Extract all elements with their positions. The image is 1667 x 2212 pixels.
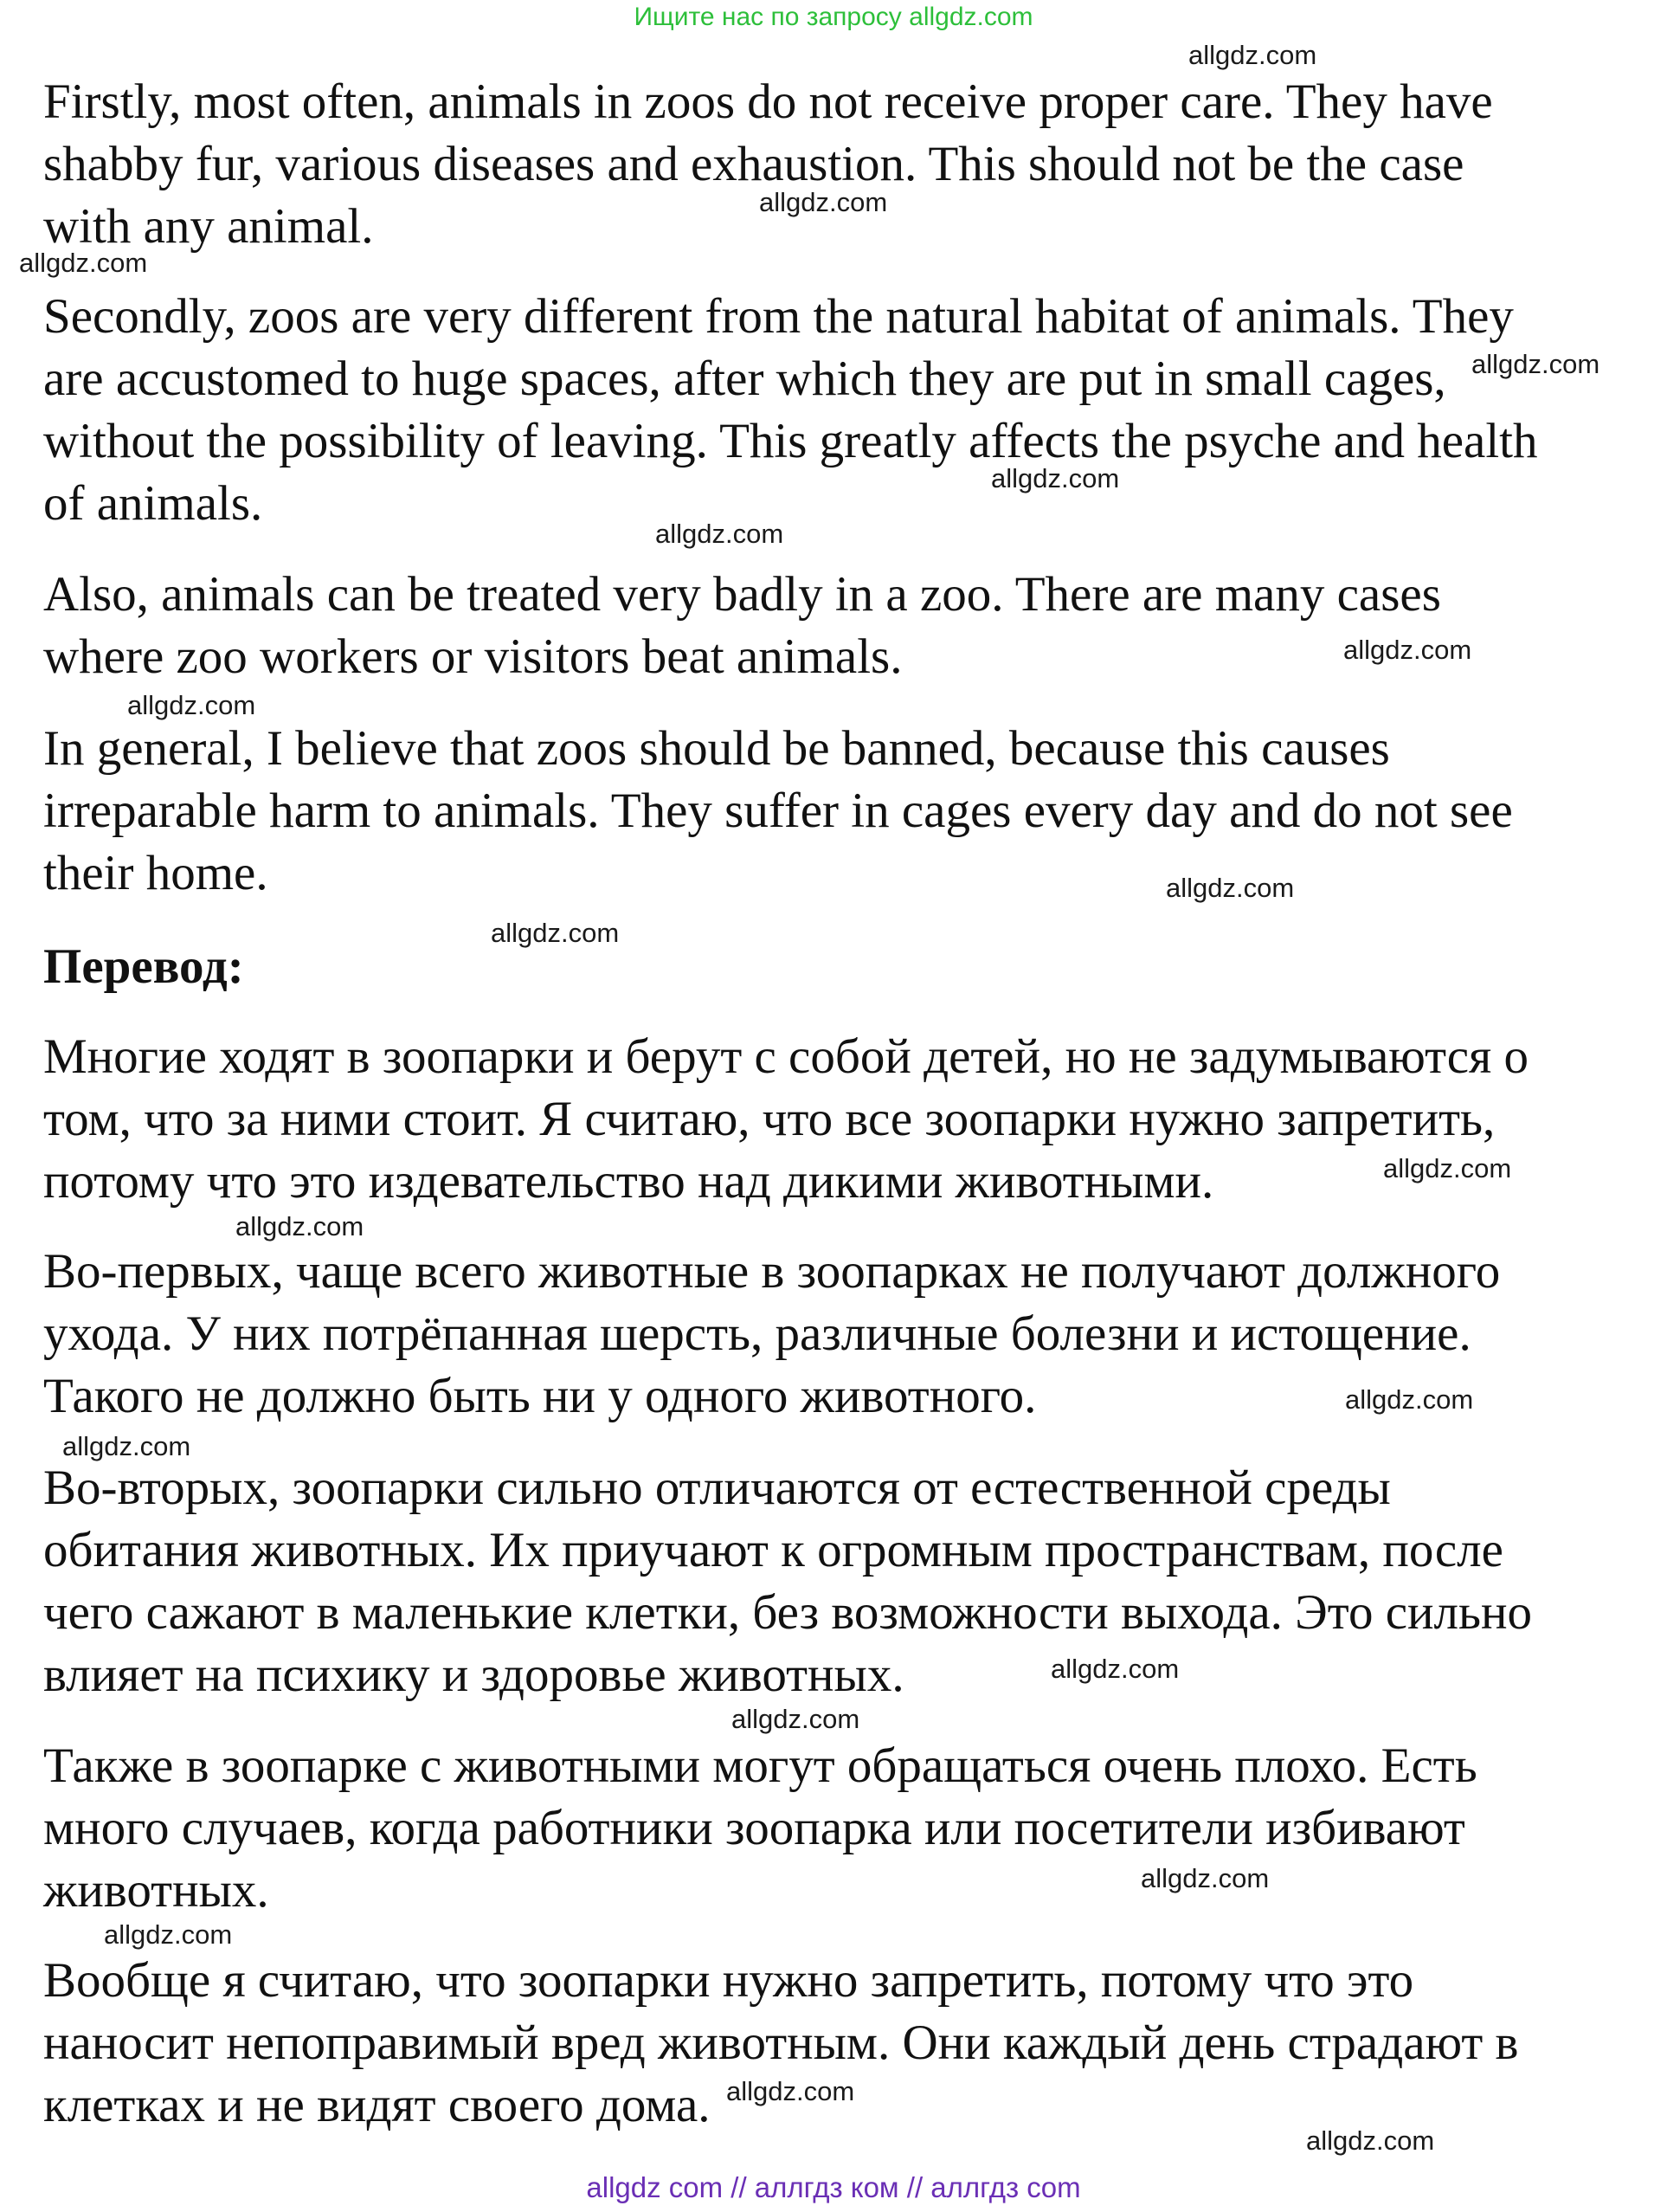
watermark: allgdz.com xyxy=(1383,1153,1512,1183)
english-paragraph-1: Firstly, most often, animals in zoos do not receive proper care. They have shabby fur, various diseases and exhaustion. This should not be the case with any animal. xyxy=(43,74,1493,254)
watermark: allgdz.com xyxy=(1051,1654,1180,1684)
watermark: allgdz.com xyxy=(1306,2125,1435,2156)
watermark: allgdz.com xyxy=(235,1211,364,1241)
watermark: allgdz.com xyxy=(1471,349,1600,379)
watermark: allgdz.com xyxy=(1141,1863,1270,1893)
watermark: allgdz.com xyxy=(655,519,784,549)
watermark: allgdz.com xyxy=(759,187,888,217)
russian-paragraph-4: Также в зоопарке с животными могут обращаться очень плохо. Есть много случаев, когда работники зоопарка или посетители избивают животных. xyxy=(43,1738,1477,1918)
watermark: allgdz.com xyxy=(991,463,1120,493)
footer-links[interactable]: allgdz com // аллгдз ком // аллгдз com xyxy=(586,2171,1081,2203)
watermark: allgdz.com xyxy=(1343,635,1472,665)
watermark: allgdz.com xyxy=(104,1919,233,1950)
english-paragraph-4: In general, I believe that zoos should be banned, because this causes irreparable harm to animals. They suffer in cages every day and do not see their home. xyxy=(43,721,1513,900)
russian-paragraph-5: Вообще я считаю, что зоопарки нужно запретить, потому что это наносит непоправимый вред животным. Они каждый день страдают в клетках и не видят своего дома. xyxy=(43,1953,1519,2132)
english-paragraph-2: Secondly, zoos are very different from the natural habitat of animals. They are accustomed to huge spaces, after which they are put in small cages, without the possibility of leaving. This greatly affects the psyche and health of animals. xyxy=(43,289,1538,531)
english-paragraph-3: Also, animals can be treated very badly in a zoo. There are many cases where zoo workers or visitors beat animals. xyxy=(43,567,1441,684)
watermark: allgdz.com xyxy=(731,1704,860,1734)
watermark: allgdz.com xyxy=(1166,873,1295,903)
watermark: allgdz.com xyxy=(726,2076,855,2106)
translation-heading: Перевод: xyxy=(43,939,244,994)
russian-paragraph-2: Во-первых, чаще всего животные в зоопарках не получают должного ухода. У них потрёпанная шерсть, различные болезни и истощение. Такого не должно быть ни у одного животного. xyxy=(43,1244,1501,1423)
watermark: allgdz.com xyxy=(19,248,148,278)
watermark: allgdz.com xyxy=(491,918,620,948)
russian-paragraph-3: Во-вторых, зоопарки сильно отличаются от естественной среды обитания животных. Их приучают к огромным пространствам, после чего сажают в маленькие клетки, без возможности выхода. Это сильно влияет на психику и здоровье животных. xyxy=(43,1461,1532,1702)
watermark: allgdz.com xyxy=(62,1431,191,1461)
watermark: allgdz.com xyxy=(127,690,256,720)
watermark: allgdz.com xyxy=(1188,40,1317,70)
search-banner[interactable]: Ищите нас по запросу allgdz.com xyxy=(634,3,1033,31)
watermark: allgdz.com xyxy=(1345,1384,1474,1415)
russian-paragraph-1: Многие ходят в зоопарки и берут с собой детей, но не задумываются о том, что за ними стоит. Я считаю, что все зоопарки нужно запретить, потому что это издевательство над дикими животными. xyxy=(43,1029,1529,1209)
